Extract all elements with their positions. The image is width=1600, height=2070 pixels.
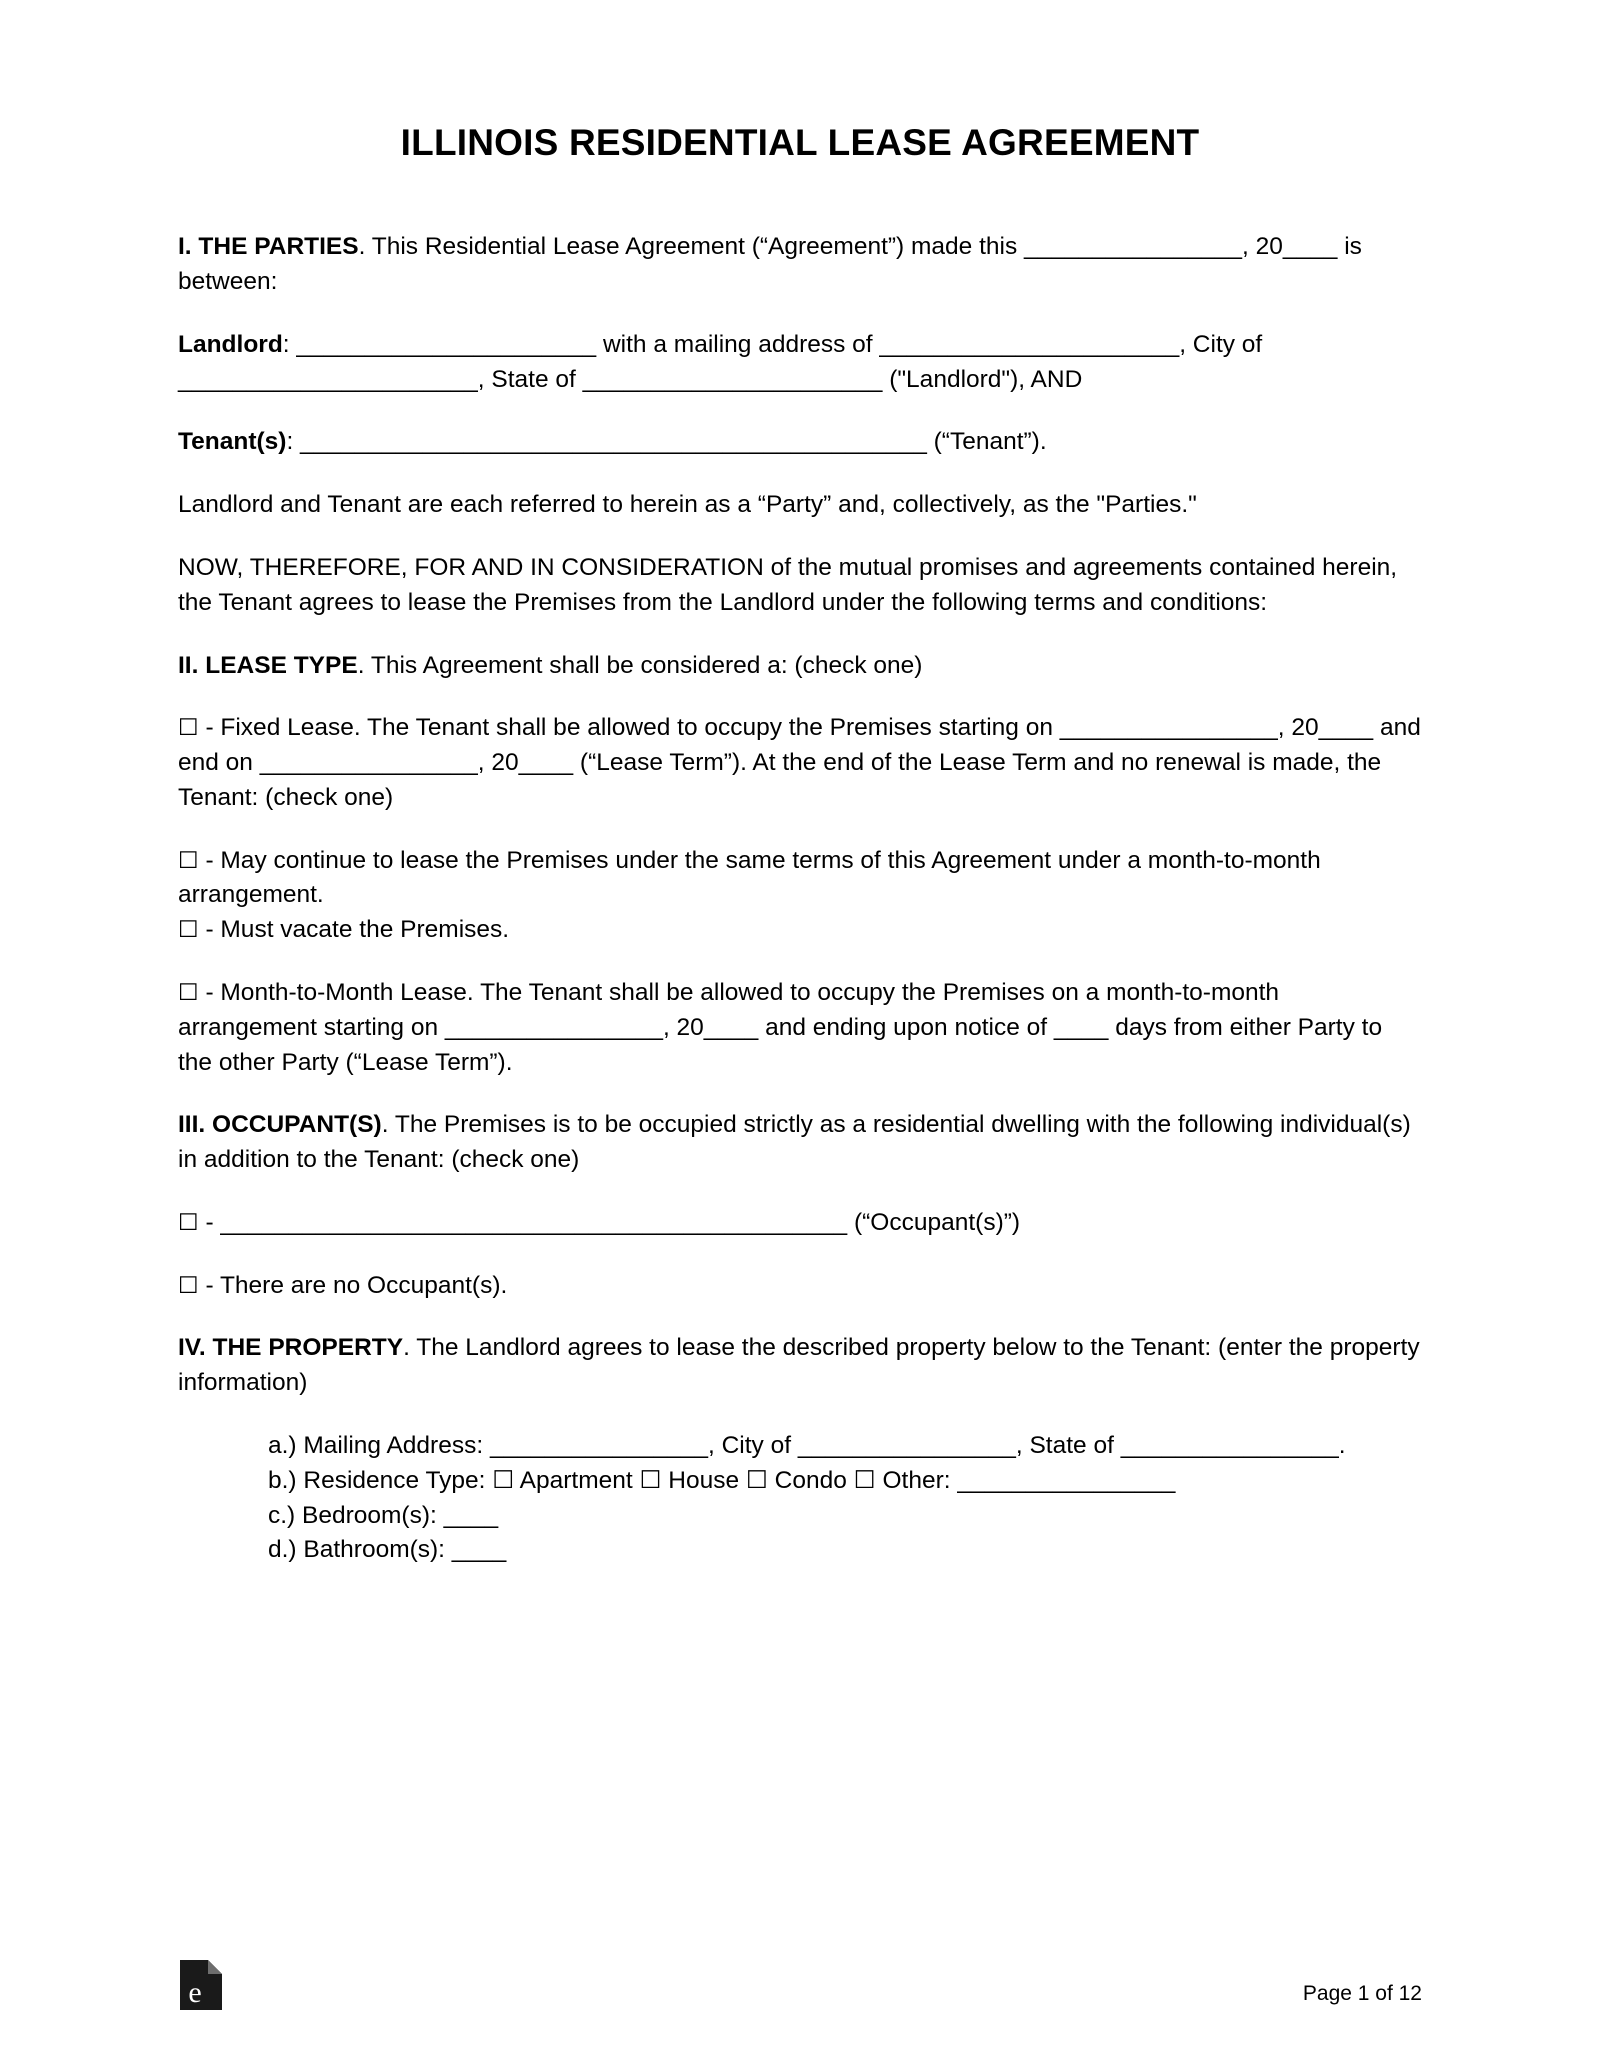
section-lease-type-intro-text: . This Agreement shall be considered a: (check one) bbox=[357, 651, 923, 679]
month-to-month-checkbox[interactable]: ☐ bbox=[178, 979, 199, 1006]
fixed-lease-vacate-checkbox[interactable]: ☐ bbox=[178, 917, 199, 944]
fixed-lease-text: - Fixed Lease. The Tenant shall be allowed to occupy the Premises starting on ________________, 20____ and end on ________________, 20____ (“Lease Term”). At the end of the Lease Term and no renewal is made, the Tenant: (check one) bbox=[178, 714, 1421, 811]
party-note: Landlord and Tenant are each referred to herein as a “Party” and, collectively, as the "Parties." bbox=[178, 491, 1197, 519]
section-lease-type-heading: II. LEASE TYPE bbox=[178, 651, 358, 679]
svg-text:e: e bbox=[188, 1976, 202, 2009]
tenant-block bbox=[178, 425, 1422, 460]
section-occupants-intro bbox=[178, 1108, 1422, 1178]
fixed-lease-checkbox[interactable]: ☐ bbox=[178, 715, 199, 742]
occupants-list-text: - ______________________________________________ (“Occupant(s)”) bbox=[205, 1208, 1021, 1236]
list-item: c.) Bedroom(s): ____ bbox=[268, 1501, 499, 1529]
section-property-intro bbox=[178, 1331, 1422, 1401]
tenant-label: Tenant(s) bbox=[178, 428, 287, 456]
fixed-lease-suboption-continue[interactable] bbox=[178, 844, 1422, 914]
section-occupants-intro-text: . The Premises is to be occupied strictly as a residential dwelling with the following individual(s) in addition to the Tenant: (check one) bbox=[178, 1111, 1411, 1174]
occupants-none-checkbox[interactable]: ☐ bbox=[178, 1272, 199, 1299]
section-parties-heading: I. THE PARTIES bbox=[178, 233, 359, 261]
landlord-block bbox=[178, 328, 1422, 398]
page-number: Page 1 of 12 bbox=[1302, 1982, 1422, 2005]
section-property-heading: IV. THE PROPERTY bbox=[178, 1334, 404, 1362]
property-details-list bbox=[268, 1429, 1422, 1568]
fixed-lease-vacate-text: - Must vacate the Premises. bbox=[205, 916, 510, 944]
occupants-option-none[interactable] bbox=[178, 1269, 1422, 1304]
month-to-month-option[interactable] bbox=[178, 976, 1422, 1080]
occupants-option-list[interactable] bbox=[178, 1206, 1422, 1241]
fixed-lease-continue-checkbox[interactable]: ☐ bbox=[178, 847, 199, 874]
section-parties-intro bbox=[178, 230, 1422, 300]
section-parties-intro-text: . This Residential Lease Agreement (“Agreement”) made this ________________, 20____ is between: bbox=[178, 233, 1362, 296]
section-occupants-heading: III. OCCUPANT(S) bbox=[178, 1111, 382, 1139]
occupants-none-text: - There are no Occupant(s). bbox=[205, 1271, 508, 1299]
page-footer bbox=[178, 1958, 1422, 2012]
fixed-lease-continue-text: - May continue to lease the Premises under the same terms of this Agreement under a month-to-month arrangement. bbox=[178, 846, 1321, 909]
list-item: a.) Mailing Address: ________________, City of ________________, State of ________________. bbox=[268, 1432, 1346, 1459]
list-item: b.) Residence Type: ☐ Apartment ☐ House ☐ Condo ☐ Other: ________________ bbox=[268, 1466, 1176, 1494]
section-lease-type-intro bbox=[178, 649, 1422, 684]
landlord-label: Landlord bbox=[178, 330, 283, 358]
tenant-text: : ______________________________________________ (“Tenant”). bbox=[286, 428, 1047, 456]
landlord-text: : ______________________ with a mailing address of ______________________, City of ______________________, State of ______________________ ("Landlord"), AND bbox=[178, 330, 1263, 393]
fixed-lease-suboption-vacate[interactable] bbox=[178, 913, 1422, 948]
consideration-paragraph: NOW, THEREFORE, FOR AND IN CONSIDERATION of the mutual promises and agreements contained herein, the Tenant agrees to lease the Premises from the Landlord under the following terms and conditions: bbox=[178, 553, 1398, 616]
fixed-lease-option[interactable] bbox=[178, 711, 1422, 815]
eforms-logo-icon bbox=[178, 1958, 224, 2012]
section-property-intro-text: . The Landlord agrees to lease the described property below to the Tenant: (enter the property information) bbox=[178, 1334, 1420, 1397]
page-title: ILLINOIS RESIDENTIAL LEASE AGREEMENT bbox=[400, 122, 1200, 163]
month-to-month-text: - Month-to-Month Lease. The Tenant shall be allowed to occupy the Premises on a month-to-month arrangement starting on ________________, 20____ and ending upon notice of ____ days from either Party to the other Party (“Lease Term”). bbox=[178, 978, 1383, 1076]
occupants-list-checkbox[interactable]: ☐ bbox=[178, 1209, 199, 1236]
list-item: d.) Bathroom(s): ____ bbox=[268, 1536, 507, 1564]
